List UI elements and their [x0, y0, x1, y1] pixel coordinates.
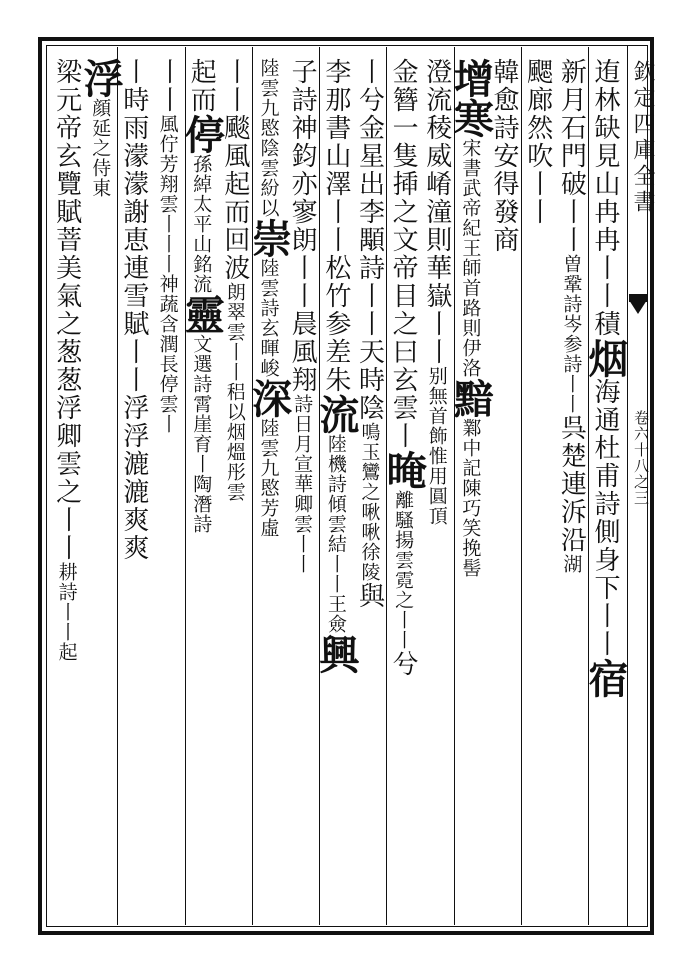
column-rule	[117, 47, 118, 925]
text-column	[447, 58, 495, 578]
text-segment: 丨神蔬含潤長	[156, 254, 179, 374]
text-column	[119, 58, 149, 562]
text-segment: 停雲丨	[156, 374, 179, 434]
text-segment: 耕詩丨丨起	[55, 562, 78, 662]
volume-number: 卷六十八之三	[632, 410, 650, 506]
text-segment: 徐陵	[358, 542, 381, 582]
text-segment: 陶潛詩	[190, 474, 213, 534]
text-column	[52, 58, 82, 662]
text-segment: 颸廊然吹丨丨	[522, 58, 553, 226]
headword: 深	[245, 378, 293, 418]
text-segment: 顔延之侍東	[89, 98, 112, 198]
text-segment: 澄流稜威崤潼則華嶽丨丨	[421, 58, 452, 366]
text-column	[312, 58, 360, 674]
text-segment: 鳴玉鸞之啾啾	[358, 422, 381, 542]
text-segment: 梁元帝玄覽賦萻美氣之葱葱浮卿雲之丨丨	[51, 58, 82, 562]
text-segment: 丨兮金星出李顒詩丨丨天時陰	[354, 58, 385, 422]
text-segment: 呉楚連泝沿	[556, 414, 587, 554]
text-segment: 金簪一隻揷之文帝目之曰玄雲	[388, 58, 419, 422]
headword: 晻	[380, 450, 428, 490]
column-rule	[319, 47, 320, 925]
text-segment: 離騷揚雲霓之丨丨	[392, 490, 415, 650]
headword: 寒	[447, 98, 495, 138]
text-segment: 丨丨	[152, 58, 183, 114]
text-segment: 起而	[186, 58, 217, 114]
text-column	[557, 58, 587, 574]
headword: 興	[312, 634, 360, 674]
text-segment: 岑参詩丨丨	[560, 314, 583, 414]
text-segment: 湖	[560, 554, 583, 574]
text-column	[355, 58, 385, 610]
text-segment: 王僉	[324, 594, 347, 634]
text-segment: 陸雲詩玄暉峻	[257, 258, 280, 378]
text-column	[245, 58, 293, 538]
column-rule	[252, 47, 253, 925]
text-column	[153, 58, 183, 434]
text-segment: 曽鞏詩	[560, 254, 583, 314]
headword: 流	[312, 394, 360, 434]
text-column	[288, 58, 318, 574]
text-segment: 詩日月宣華卿雲丨丨	[291, 394, 314, 574]
text-segment: 别無首飾惟用圓頂	[425, 366, 448, 526]
headword: 浮	[77, 58, 125, 98]
headword: 黯	[447, 378, 495, 418]
text-segment: 風佇芳翔雲丨丨	[156, 114, 179, 254]
headword: 宿	[581, 658, 629, 698]
headword: 增	[447, 58, 495, 98]
text-column	[178, 58, 226, 534]
headword: 停	[178, 114, 226, 154]
text-segment: 丨丨颷風起而回波	[219, 58, 250, 282]
column-rule	[454, 47, 455, 925]
text-column	[77, 58, 125, 198]
text-segment: 與	[354, 582, 385, 610]
text-segment: 丨	[388, 422, 419, 450]
text-segment: 積	[589, 310, 620, 338]
text-segment: 新月石門破丨丨	[556, 58, 587, 254]
text-segment: 文選詩霄崖育丨	[190, 334, 213, 474]
column-rule	[386, 47, 387, 925]
text-column	[523, 58, 553, 226]
headword: 烟	[581, 338, 629, 378]
text-segment: 海通杜甫詩側身下丨丨	[589, 378, 620, 658]
text-segment: 兮	[388, 650, 419, 678]
column-rule	[185, 47, 186, 925]
book-title: 欽定四庫全書	[630, 60, 655, 216]
text-column	[581, 58, 629, 698]
text-column	[380, 58, 428, 678]
headword: 靈	[178, 294, 226, 334]
text-segment: 朗翠雲丨丨	[223, 282, 246, 382]
column-rule	[588, 47, 589, 925]
text-segment: 子詩神鈞亦寥朗丨丨晨風翔	[287, 58, 318, 394]
text-segment: 迶林缺見山冉冉	[589, 58, 620, 254]
text-segment: 宋書武帝紀王師首路則伊洛	[459, 138, 482, 378]
text-segment: 李那書山澤丨丨松竹参差朱	[320, 58, 351, 394]
text-segment: 陸雲九愍芳虛	[257, 418, 280, 538]
text-segment: 陸雲九愍陰雲紛以	[257, 58, 280, 218]
fishtail-mark-point	[629, 300, 647, 314]
headword: 崇	[245, 218, 293, 258]
text-segment: 丨時雨濛濛謝恵連雪賦丨丨浮浮漉漉爽爽	[118, 58, 149, 562]
text-segment: 鄴中記陳巧笑挽髻	[459, 418, 482, 578]
text-segment: 稆以烟熅彤雲	[223, 382, 246, 502]
text-segment: 孫綽太平山銘流	[190, 154, 213, 294]
column-rule	[521, 47, 522, 925]
text-segment: 丨丨	[589, 254, 620, 310]
text-segment: 陸機詩傾雲結丨丨	[324, 434, 347, 594]
text-segment: 韓愈詩安得發商	[489, 58, 520, 254]
